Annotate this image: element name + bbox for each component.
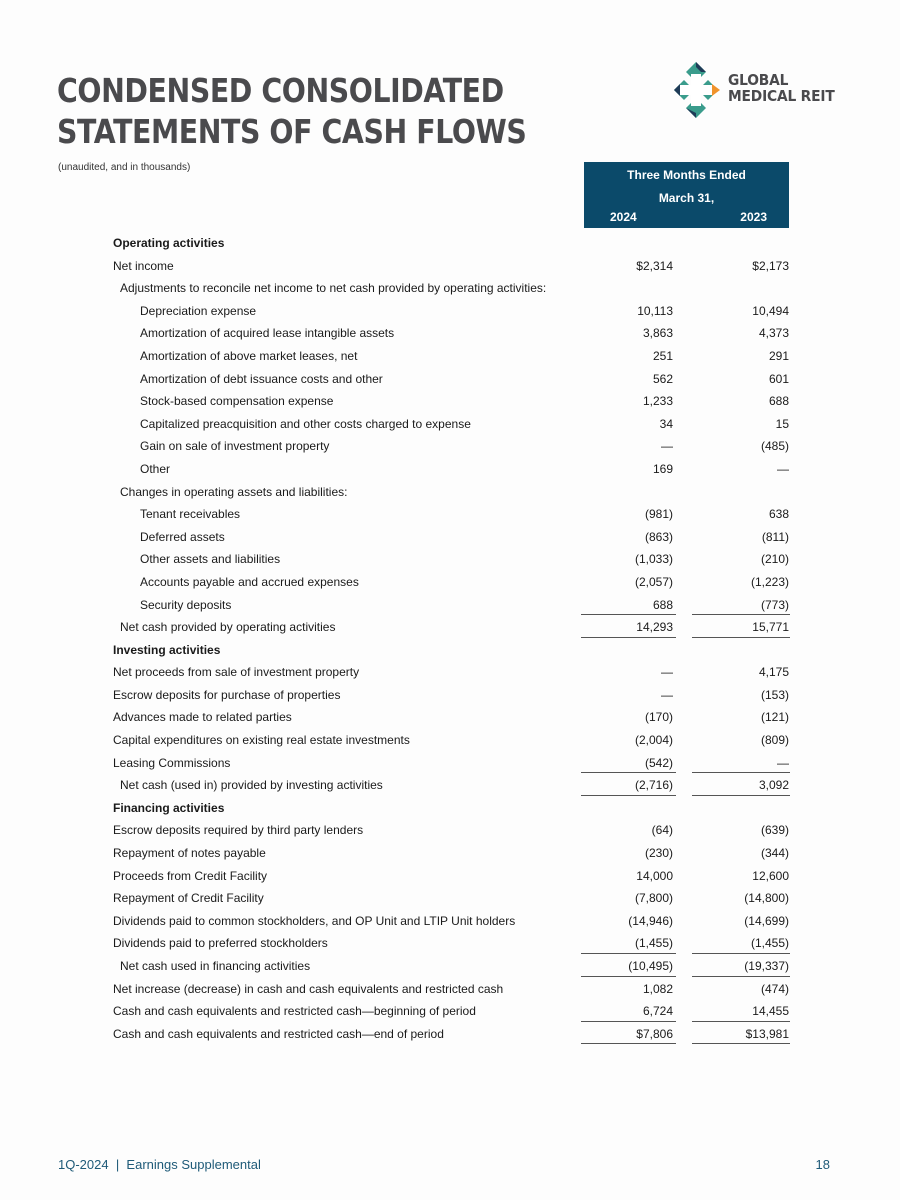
row-label: Advances made to related parties (113, 710, 292, 725)
logo-wordmark (728, 72, 835, 104)
year-2023-header: 2023 (740, 210, 767, 224)
table-row (113, 526, 813, 549)
value-2023: (14,699) (744, 913, 789, 928)
row-label: Cash and cash equivalents and restricted cash—beginning of period (113, 1004, 476, 1019)
table-row (113, 684, 813, 707)
logo-line-1: GLOBAL (728, 71, 789, 89)
value-2024: (542) (573, 752, 673, 775)
row-label: Other assets and liabilities (140, 552, 281, 567)
row-label: Repayment of notes payable (113, 846, 266, 861)
table-row (113, 932, 813, 955)
value-2023: — (689, 752, 789, 775)
table-row (113, 729, 813, 752)
row-label: Dividends paid to preferred stockholders (113, 936, 328, 951)
row-label: Stock-based compensation expense (140, 394, 334, 409)
value-2023: 10,494 (752, 303, 789, 318)
page-subtitle: (unaudited, and in thousands) (58, 162, 191, 173)
value-2024: — (661, 687, 673, 702)
table-row (113, 887, 813, 910)
row-label: Amortization of debt issuance costs and other (140, 371, 383, 386)
row-label: Adjustments to reconcile net income to net cash provided by operating activities: (120, 281, 547, 296)
value-2023: 15,771 (689, 616, 789, 639)
table-row (113, 1000, 813, 1023)
value-2024: (64) (651, 823, 673, 838)
value-2023: 291 (768, 348, 789, 363)
table-row (113, 1023, 813, 1046)
table-row (113, 458, 813, 481)
value-2024: 10,113 (637, 303, 673, 318)
table-row (113, 413, 813, 436)
row-label: Changes in operating assets and liabilities: (120, 484, 348, 499)
row-label: Investing activities (113, 642, 221, 657)
table-row (113, 390, 813, 413)
value-2023: (121) (760, 710, 789, 725)
title-line-1: CONDENSED CONSOLIDATED (57, 71, 504, 110)
table-row (113, 819, 813, 842)
value-2023: (1,223) (750, 574, 789, 589)
page-title (57, 70, 526, 152)
row-label: Cash and cash equivalents and restricted cash—end of period (113, 1026, 444, 1041)
value-2023: 4,373 (758, 326, 789, 341)
table-row (113, 842, 813, 865)
logo-line-2: MEDICAL REIT (728, 87, 835, 105)
value-2024: — (661, 439, 673, 454)
value-2024: 6,724 (573, 1000, 673, 1023)
row-label: Tenant receivables (140, 507, 241, 522)
value-2023: $2,173 (752, 258, 789, 273)
value-2024: (2,004) (634, 733, 673, 748)
row-label: Leasing Commissions (113, 755, 231, 770)
row-label: Proceeds from Credit Facility (113, 868, 268, 883)
value-2023: 3,092 (689, 774, 789, 797)
value-2024: (863) (644, 529, 673, 544)
row-label: Dividends paid to common stockholders, and OP Unit and LTIP Unit holders (113, 913, 516, 928)
value-2024: (2,716) (573, 774, 673, 797)
value-2024: (1,455) (573, 932, 673, 955)
company-logo (668, 60, 868, 120)
value-2024: (2,057) (634, 574, 673, 589)
value-2023: (14,800) (744, 891, 789, 906)
row-label: Gain on sale of investment property (140, 439, 330, 454)
value-2023: (19,337) (689, 955, 789, 978)
table-row (113, 774, 813, 797)
table-row (113, 322, 813, 345)
table-row (113, 345, 813, 368)
value-2023: (153) (760, 687, 789, 702)
table-row (113, 910, 813, 933)
table-row (113, 616, 813, 639)
row-label: Depreciation expense (140, 303, 257, 318)
table-row (113, 255, 813, 278)
value-2023: (773) (689, 594, 789, 617)
value-2023: (485) (760, 439, 789, 454)
table-row (113, 571, 813, 594)
value-2024: 169 (652, 461, 673, 476)
value-2024: 14,293 (573, 616, 673, 639)
period-label: Three Months Ended (627, 168, 746, 182)
row-label: Financing activities (113, 800, 225, 815)
value-2024: (7,800) (634, 891, 673, 906)
row-label: Net cash provided by operating activities (120, 620, 336, 635)
row-label: Accounts payable and accrued expenses (140, 574, 359, 589)
value-2023: 638 (768, 507, 789, 522)
value-2024: $7,806 (573, 1023, 673, 1046)
row-label: Capitalized preacquisition and other costs charged to expense (140, 416, 471, 431)
value-2024: 14,000 (636, 868, 673, 883)
value-2024: (1,033) (634, 552, 673, 567)
value-2023: (474) (760, 981, 789, 996)
value-2023: (639) (760, 823, 789, 838)
row-label: Net increase (decrease) in cash and cash equivalents and restricted cash (113, 981, 504, 996)
row-label: Other (140, 461, 171, 476)
table-row (113, 435, 813, 458)
value-2023: (1,455) (689, 932, 789, 955)
table-row (113, 797, 813, 820)
value-2023: $13,981 (689, 1023, 789, 1046)
row-label: Deferred assets (140, 529, 225, 544)
title-line-2: STATEMENTS OF CASH FLOWS (57, 112, 527, 151)
table-row (113, 277, 813, 300)
value-2023: (344) (760, 846, 789, 861)
value-2023: 688 (768, 394, 789, 409)
value-2024: (14,946) (628, 913, 673, 928)
row-label: Net proceeds from sale of investment property (113, 665, 360, 680)
table-row (113, 368, 813, 391)
row-label: Operating activities (113, 236, 225, 250)
value-2023: 601 (768, 371, 789, 386)
value-2023: (811) (761, 529, 789, 544)
row-label: Amortization of acquired lease intangible assets (140, 326, 395, 341)
table-row (113, 865, 813, 888)
table-row (113, 300, 813, 323)
table-row (113, 594, 813, 617)
value-2024: $2,314 (636, 258, 673, 273)
value-2023: 14,455 (689, 1000, 789, 1023)
row-label: Security deposits (140, 597, 232, 612)
year-2024-header: 2024 (610, 210, 637, 224)
page-number: 18 (815, 1157, 830, 1172)
value-2024: (230) (644, 846, 673, 861)
row-label: Escrow deposits for purchase of properties (113, 687, 341, 702)
value-2024: (981) (644, 507, 673, 522)
value-2024: 1,233 (642, 394, 673, 409)
value-2024: (10,495) (573, 955, 673, 978)
table-row (113, 978, 813, 1001)
value-2023: 12,600 (752, 868, 789, 883)
value-2024: — (661, 665, 673, 680)
row-label: Capital expenditures on existing real estate investments (113, 733, 410, 748)
table-row (113, 752, 813, 775)
row-label: Net cash (used in) provided by investing activities (120, 778, 383, 793)
value-2023: 4,175 (758, 665, 789, 680)
value-2023: (210) (760, 552, 789, 567)
row-label: Amortization of above market leases, net (140, 348, 358, 363)
period-date: March 31, (658, 191, 715, 205)
value-2024: 251 (652, 348, 673, 363)
cash-flow-table (113, 232, 813, 1045)
table-row (113, 639, 813, 662)
table-row (113, 661, 813, 684)
value-2024: 3,863 (642, 326, 673, 341)
table-row (113, 548, 813, 571)
row-label: Escrow deposits required by third party lenders (113, 823, 364, 838)
value-2023: — (777, 461, 789, 476)
table-row (113, 232, 813, 255)
value-2024: (170) (644, 710, 673, 725)
value-2024: 562 (652, 371, 673, 386)
table-row (113, 955, 813, 978)
row-label: Net income (113, 258, 174, 273)
row-label: Net cash used in financing activities (120, 959, 311, 973)
table-row (113, 503, 813, 526)
footer-label: 1Q-2024 | Earnings Supplemental (58, 1157, 261, 1172)
row-label: Repayment of Credit Facility (113, 891, 264, 906)
value-2024: 688 (573, 594, 673, 617)
value-2024: 34 (659, 416, 673, 431)
table-row (113, 706, 813, 729)
column-header (584, 162, 789, 228)
value-2023: 15 (775, 416, 789, 431)
value-2024: 1,082 (642, 981, 673, 996)
global-medical-reit-logo-icon (668, 60, 724, 120)
value-2023: (809) (760, 733, 789, 748)
table-row (113, 481, 813, 504)
